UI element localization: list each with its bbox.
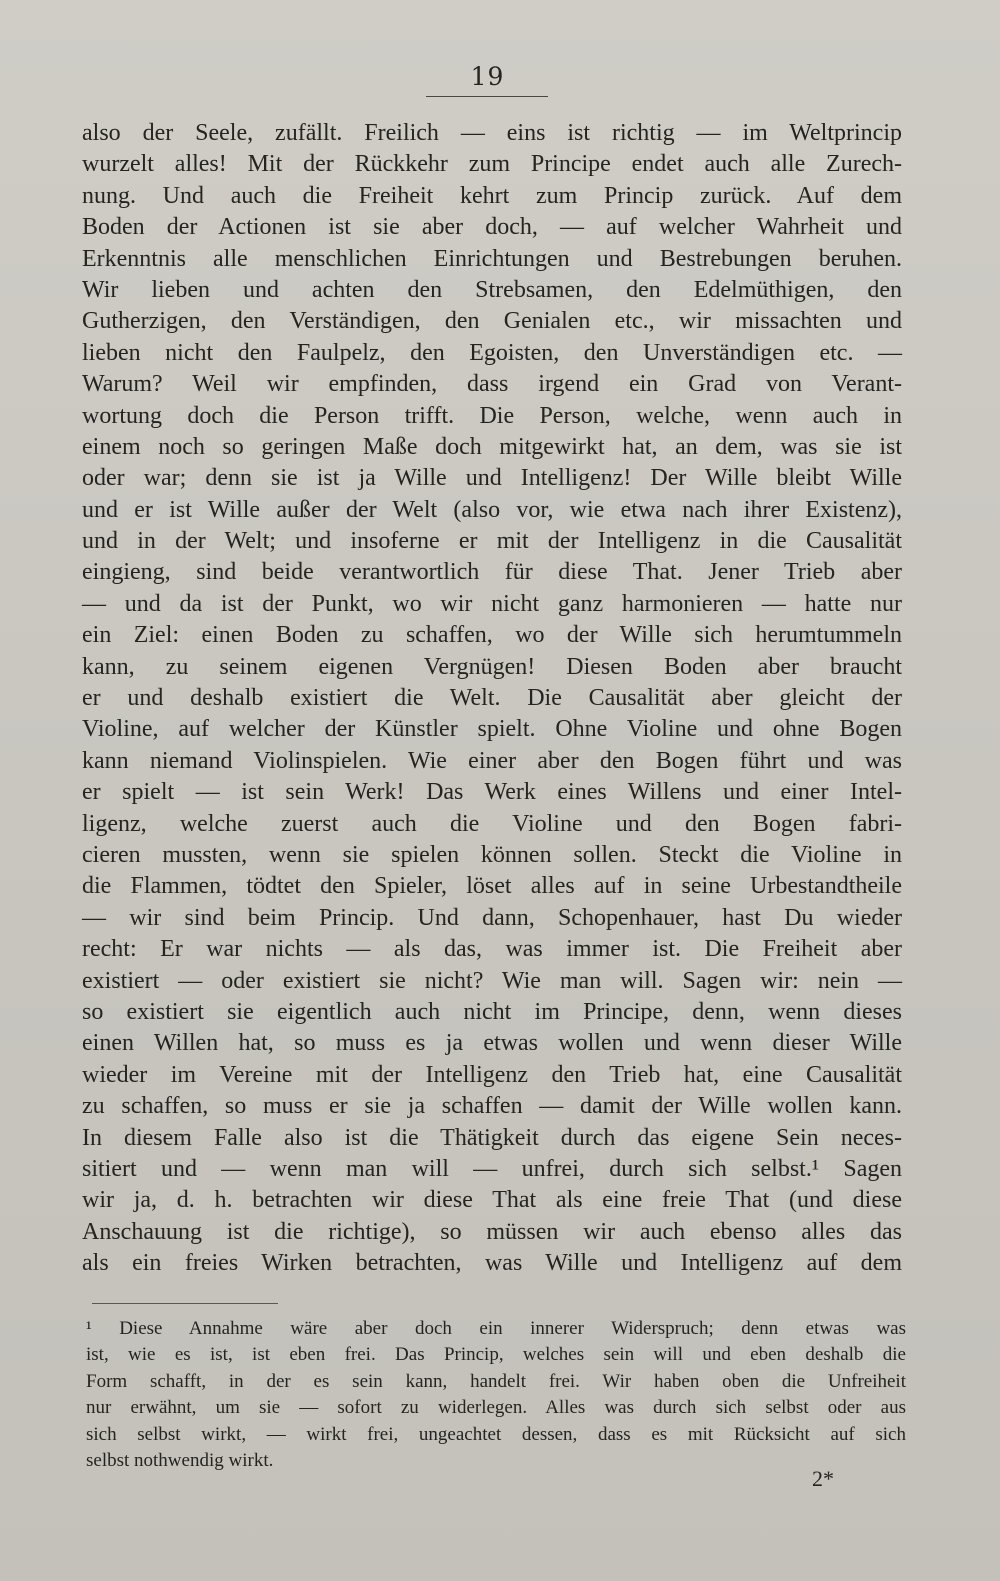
- text-line: als ein freies Wirken betrachten, was Wille und Intelligenz auf dem: [82, 1250, 902, 1277]
- footnote-separator: [92, 1303, 278, 1304]
- text-line: existiert — oder existiert sie nicht? Wie man will. Sagen wir: nein —: [82, 967, 902, 994]
- text-line: Gutherzigen, den Verständigen, den Genialen etc., wir missachten und: [82, 308, 902, 335]
- text-line: In diesem Falle also ist die Thätigkeit durch das eigene Sein neces-: [82, 1124, 902, 1151]
- text-line: Erkenntnis alle menschlichen Einrichtungen und Bestrebungen beruhen.: [82, 245, 902, 272]
- text-line: also der Seele, zufällt. Freilich — eins ist richtig — im Weltprincip: [82, 120, 902, 146]
- text-line: sitiert und — wenn man will — unfrei, durch sich selbst.¹ Sagen: [82, 1155, 902, 1182]
- text-line: — wir sind beim Princip. Und dann, Schopenhauer, hast Du wieder: [82, 904, 902, 931]
- text-line: er und deshalb existiert die Welt. Die Causalität aber gleicht der: [82, 685, 902, 712]
- body-text: [82, 118, 902, 1279]
- text-line: Wir lieben und achten den Strebsamen, den Edelmüthigen, den: [82, 276, 902, 303]
- text-line: — und da ist der Punkt, wo wir nicht ganz harmonieren — hatte nur: [82, 590, 902, 617]
- text-line: cieren mussten, wenn sie spielen können sollen. Steckt die Violine in: [82, 841, 902, 868]
- text-line: Boden der Actionen ist sie aber doch, — auf welcher Wahrheit und: [82, 214, 902, 241]
- footnote-line: sich selbst wirkt, — wirkt frei, ungeachtet dessen, dass es mit Rücksicht auf sich: [86, 1423, 906, 1445]
- text-line: recht: Er war nichts — als das, was immer ist. Die Freiheit aber: [82, 936, 902, 963]
- footnote-line: ist, wie es ist, ist eben frei. Das Princip, welches sein will und eben deshalb die: [86, 1344, 906, 1366]
- text-line: kann niemand Violinspielen. Wie einer aber den Bogen führt und was: [82, 747, 902, 774]
- text-line: Anschauung ist die richtige), so müssen wir auch ebenso alles das: [82, 1218, 902, 1245]
- text-line: ein Ziel: einen Boden zu schaffen, wo der Wille sich herumtummeln: [82, 622, 902, 649]
- footnote-line: ¹ Diese Annahme wäre aber doch ein innerer Widerspruch; denn etwas was: [86, 1318, 906, 1339]
- footnote: [86, 1316, 906, 1474]
- text-line: wieder im Vereine mit der Intelligenz den Trieb hat, eine Causalität: [82, 1061, 902, 1088]
- header-rule: [426, 96, 548, 97]
- footnote-line: Form schafft, in der es sein kann, handelt frei. Wir haben oben die Unfreiheit: [86, 1370, 906, 1392]
- text-line: einen Willen hat, so muss es ja etwas wollen und wenn dieser Wille: [82, 1030, 902, 1057]
- text-line: zu schaffen, so muss er sie ja schaffen — damit der Wille wollen kann.: [82, 1093, 902, 1120]
- text-line: nung. Und auch die Freiheit kehrt zum Princip zurück. Auf dem: [82, 182, 902, 209]
- text-line: einem noch so geringen Maße doch mitgewirkt hat, an dem, was sie ist: [82, 433, 902, 460]
- footnote-line: selbst nothwendig wirkt.: [86, 1449, 274, 1471]
- text-line: wortung doch die Person trifft. Die Person, welche, wenn auch in: [82, 402, 902, 429]
- footnote-line: nur erwähnt, um sie — sofort zu widerlegen. Alles was durch sich selbst oder aus: [86, 1397, 906, 1419]
- text-line: und er ist Wille außer der Welt (also vor, wie etwa nach ihrer Existenz),: [82, 496, 902, 523]
- text-line: wurzelt alles! Mit der Rückkehr zum Principe endet auch alle Zurech-: [82, 151, 902, 178]
- text-line: Violine, auf welcher der Künstler spielt. Ohne Violine und ohne Bogen: [82, 716, 902, 743]
- text-line: Warum? Weil wir empfinden, dass irgend ein Grad von Verant-: [82, 371, 902, 398]
- text-line: ligenz, welche zuerst auch die Violine und den Bogen fabri-: [82, 810, 902, 837]
- text-line: eingieng, sind beide verantwortlich für diese That. Jener Trieb aber: [82, 559, 902, 586]
- text-line: die Flammen, tödtet den Spieler, löset alles auf in seine Urbestandtheile: [82, 873, 902, 900]
- text-line: und in der Welt; und insoferne er mit der Intelligenz in die Causalität: [82, 528, 902, 555]
- signature-mark: 2*: [812, 1466, 834, 1491]
- text-line: oder war; denn sie ist ja Wille und Intelligenz! Der Wille bleibt Wille: [82, 465, 902, 492]
- text-line: lieben nicht den Faulpelz, den Egoisten, den Unverständigen etc. —: [82, 339, 902, 366]
- page-number: 19: [470, 62, 505, 91]
- text-line: so existiert sie eigentlich auch nicht im Principe, denn, wenn dieses: [82, 998, 902, 1025]
- text-line: wir ja, d. h. betrachten wir diese That als eine freie That (und diese: [82, 1187, 902, 1214]
- text-line: kann, zu seinem eigenen Vergnügen! Diesen Boden aber braucht: [82, 653, 902, 680]
- text-line: er spielt — ist sein Werk! Das Werk eines Willens und einer Intel-: [82, 779, 902, 806]
